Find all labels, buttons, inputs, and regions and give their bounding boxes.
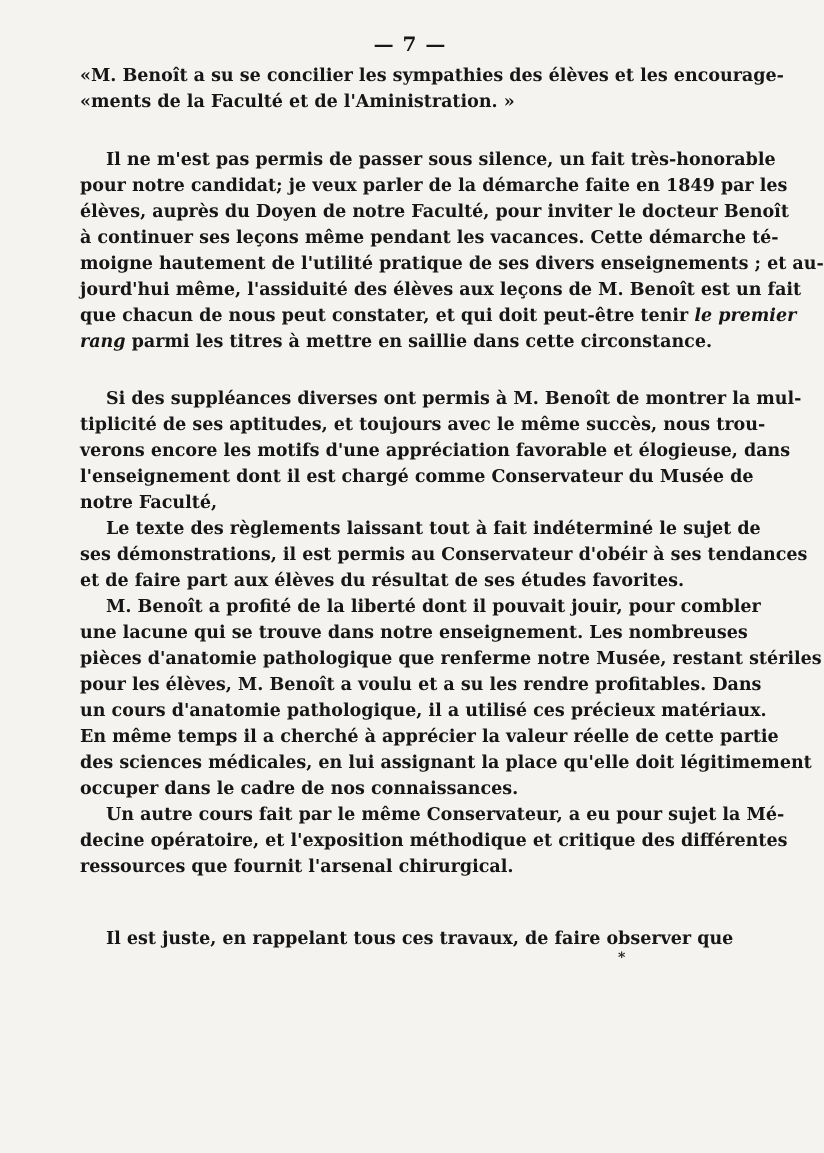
text-line: et de faire part aux élèves du résultat de ses études favorites. [80,571,685,591]
italic-phrase: le premier [694,306,797,326]
text-line: Il ne m'est pas permis de passer sous silence, un fait très-honorable [106,150,776,170]
paragraph-museum-teaching [80,386,822,880]
text-line: pour notre candidat; je veux parler de la démarche faite en 1849 par les [80,176,788,196]
text-line: tiplicité de ses aptitudes, et toujours avec le même succès, nous trou- [80,415,766,435]
text-line: pièces d'anatomie pathologique que renferme notre Musée, restant stériles [80,649,822,669]
text-line: Il est juste, en rappelant tous ces travaux, de faire observer que [106,929,734,949]
text-line: un cours d'anatomie pathologique, il a utilisé ces précieux matériaux. [80,701,767,721]
text-line: occuper dans le cadre de nos connaissances. [80,779,519,799]
text-line: En même temps il a cherché à apprécier la valeur réelle de cette partie [80,727,779,747]
text-line: ses démonstrations, il est permis au Conservateur d'obéir à ses tendances [80,545,808,565]
text-line [80,303,797,329]
text-line: élèves, auprès du Doyen de notre Faculté, pour inviter le docteur Benoît [80,202,789,222]
text-line: Si des suppléances diverses ont permis à M. Benoît de montrer la mul- [106,389,802,409]
text-line: Le texte des règlements laissant tout à fait indéterminé le sujet de [106,519,761,539]
text-line: Un autre cours fait par le même Conservateur, a eu pour sujet la Mé- [106,805,785,825]
quote-paragraph [80,63,784,115]
text-line: «ments de la Faculté et de l'Aministration. » [80,92,515,112]
text-line: une lacune qui se trouve dans notre enseignement. Les nombreuses [80,623,748,643]
text-line: des sciences médicales, en lui assignant la place qu'elle doit légitimement [80,753,812,773]
text-line: notre Faculté, [80,493,218,513]
text-line: verons encore les motifs d'une appréciation favorable et élogieuse, dans [80,441,791,461]
text-fragment: parmi les titres à mettre en saillie dans cette circonstance. [131,332,713,352]
text-line: M. Benoît a profité de la liberté dont il pouvait jouir, pour combler [106,597,761,617]
text-line: à continuer ses leçons même pendant les vacances. Cette démarche té- [80,228,779,248]
text-line: pour les élèves, M. Benoît a voulu et a su les rendre profitables. Dans [80,675,762,695]
paragraph-student-request [80,147,824,355]
page-number: — 7 — [373,32,447,56]
text-line: moigne hautement de l'utilité pratique de ses divers enseignements ; et au- [80,254,824,274]
text-fragment: que chacun de nous peut constater, et qui doit peut-être tenir [80,306,689,326]
text-line: ressources que fournit l'arsenal chirurgical. [80,857,514,877]
text-line: decine opératoire, et l'exposition méthodique et critique des différentes [80,831,788,851]
text-line: jourd'hui même, l'assiduité des élèves aux leçons de M. Benoît est un fait [80,280,802,300]
text-line [80,329,713,355]
text-line: «M. Benoît a su se concilier les sympathies des élèves et les encourage- [80,66,784,86]
signature-mark: * [618,950,626,966]
text-line: l'enseignement dont il est chargé comme Conservateur du Musée de [80,467,754,487]
paragraph-closing [80,926,734,952]
italic-phrase: rang [80,332,126,352]
